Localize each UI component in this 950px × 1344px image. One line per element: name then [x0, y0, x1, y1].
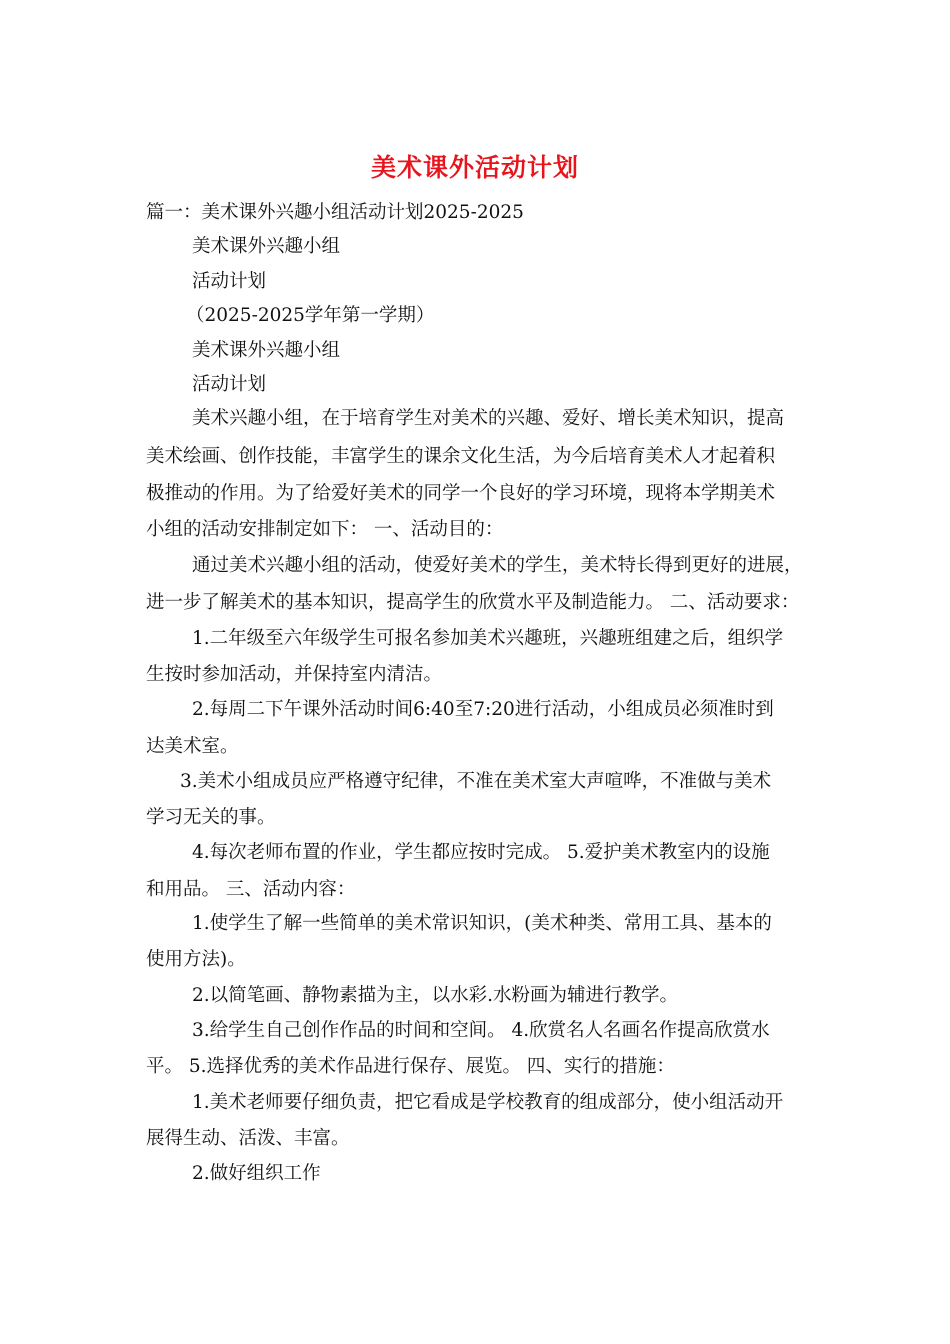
text-line: 活动计划	[192, 374, 267, 395]
paragraph-line: 1.美术老师要仔细负责，把它看成是学校教育的组成部分，使小组活动开	[192, 1092, 784, 1113]
paragraph-line: 达美术室。	[146, 736, 239, 757]
paragraph-line: 1.使学生了解一些简单的美术常识知识，(美术种类、常用工具、基本的	[192, 913, 772, 934]
paragraph-line: 进一步了解美术的基本知识，提高学生的欣赏水平及制造能力。 二、活动要求：	[146, 592, 800, 613]
paragraph-line: 美术兴趣小组，在于培育学生对美术的兴趣、爱好、增长美术知识，提高	[192, 408, 785, 429]
paragraph-line: 通过美术兴趣小组的活动，使爱好美术的学生，美术特长得到更好的进展，	[192, 555, 803, 576]
section-heading: 篇一：美术课外兴趣小组活动计划2025-2025	[146, 202, 524, 223]
paragraph-line: 2.以简笔画、静物素描为主，以水彩.水粉画为辅进行教学。	[192, 985, 679, 1006]
document-title: 美术课外活动计划	[370, 153, 579, 182]
paragraph-line: 和用品。 三、活动内容：	[146, 879, 356, 900]
text-line: （2025-2025学年第一学期）	[186, 305, 435, 326]
paragraph-line: 极推动的作用。为了给爱好美术的同学一个良好的学习环境，现将本学期美术	[146, 483, 776, 504]
paragraph-line: 使用方法)。	[146, 949, 246, 970]
paragraph-line: 3.美术小组成员应严格遵守纪律，不准在美术室大声喧哗，不准做与美术	[180, 771, 772, 792]
paragraph-line: 美术绘画、创作技能，丰富学生的课余文化生活，为今后培育美术人才起着积	[146, 446, 776, 467]
paragraph-line: 平。 5.选择优秀的美术作品进行保存、展览。 四、实行的措施：	[146, 1056, 675, 1077]
paragraph-line: 3.给学生自己创作作品的时间和空间。 4.欣赏名人名画名作提高欣赏水	[192, 1020, 770, 1041]
paragraph-line: 2.每周二下午课外活动时间6:40至7:20进行活动，小组成员必须准时到	[192, 699, 774, 720]
paragraph-line: 1.二年级至六年级学生可报名参加美术兴趣班，兴趣班组建之后，组织学	[192, 628, 784, 649]
paragraph-line: 学习无关的事。	[146, 807, 276, 828]
paragraph-line: 生按时参加活动，并保持室内清洁。	[146, 664, 443, 685]
paragraph-line: 2.做好组织工作	[192, 1163, 321, 1184]
text-line: 活动计划	[192, 271, 267, 292]
paragraph-line: 4.每次老师布置的作业，学生都应按时完成。 5.爱护美术教室内的设施	[192, 842, 770, 863]
paragraph-line: 展得生动、活泼、丰富。	[146, 1128, 350, 1149]
text-line: 美术课外兴趣小组	[192, 236, 341, 257]
text-line: 美术课外兴趣小组	[192, 340, 341, 361]
paragraph-line: 小组的活动安排制定如下： 一、活动目的：	[146, 519, 504, 540]
